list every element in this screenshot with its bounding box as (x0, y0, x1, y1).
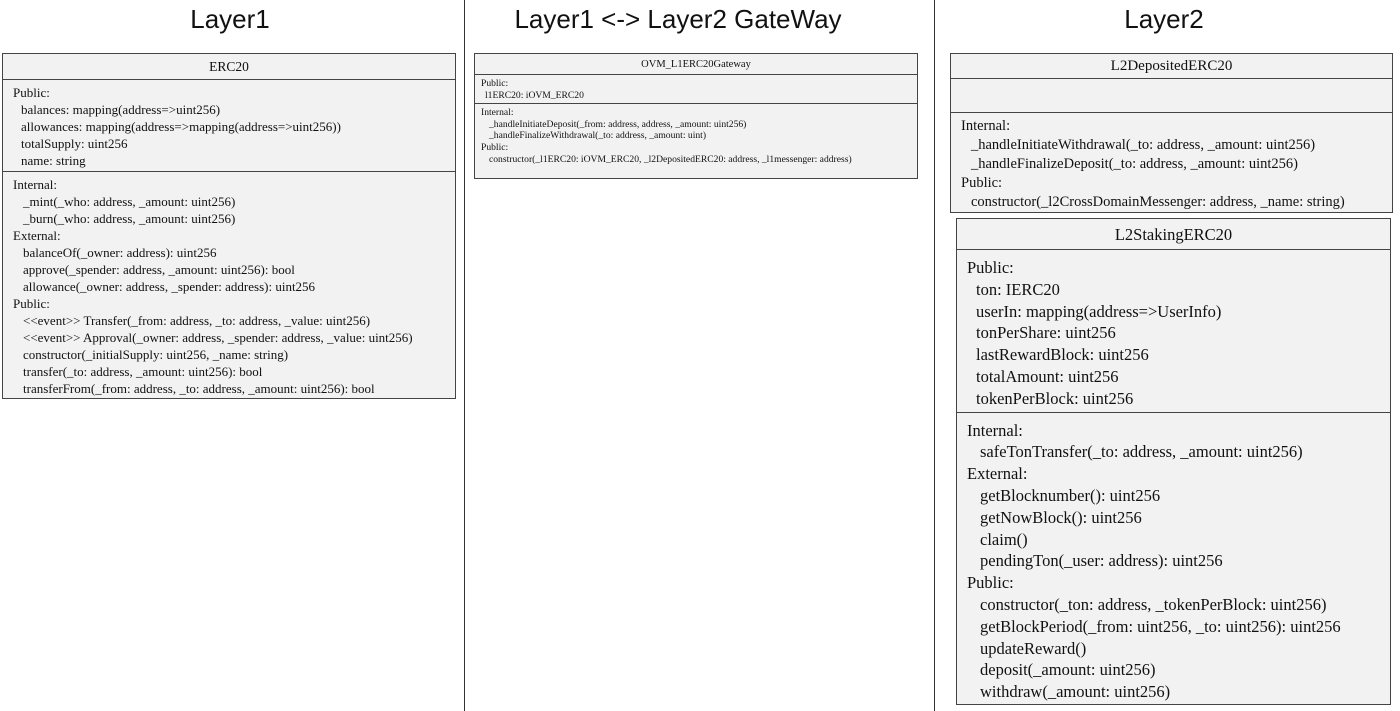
section-label: Internal: (481, 107, 514, 119)
attribute: totalAmount: uint256 (976, 366, 1119, 386)
method: <<event>> Transfer(_from: address, _to: address, _value: uint256) (23, 313, 371, 328)
attributes-section (475, 75, 917, 104)
section-label: Public: (961, 175, 1003, 191)
attribute: ton: IERC20 (976, 279, 1060, 299)
method: constructor(_l1ERC20: iOVM_ERC20, _l2DepositedERC20: address, _l1messenger: address) (489, 153, 852, 165)
attributes-section (957, 250, 1390, 413)
method: _handleInitiateWithdrawal(_to: address, _amount: uint256) (971, 137, 1316, 153)
attribute: balances: mapping(address=>uint256) (21, 102, 221, 117)
class-box-l2-deposited-erc20 (950, 53, 1393, 213)
column-title-gateway: Layer1 <-> Layer2 GateWay (514, 4, 842, 34)
class-name: ERC20 (3, 54, 455, 80)
method: allowance(_owner: address, _spender: address): uint256 (23, 279, 316, 294)
method: constructor(_l2CrossDomainMessenger: address, _name: string) (971, 194, 1345, 210)
attribute: tonPerShare: uint256 (976, 323, 1116, 343)
method: transferFrom(_from: address, _to: address, _amount: uint256): bool (23, 381, 375, 396)
attribute: userIn: mapping(address=>UserInfo) (976, 301, 1222, 321)
section-label: Public: (13, 296, 50, 311)
method: safeTonTransfer(_to: address, _amount: uint256) (980, 442, 1303, 462)
column-title-layer2: Layer2 (1124, 4, 1204, 34)
method: getBlocknumber(): uint256 (980, 485, 1161, 505)
method: <<event>> Approval(_owner: address, _spender: address, _value: uint256) (23, 330, 413, 345)
attribute: allowances: mapping(address=>mapping(address=>uint256)) (21, 119, 341, 134)
attributes-section-empty (951, 79, 1392, 113)
section-label: External: (13, 228, 61, 243)
method: transfer(_to: address, _amount: uint256): bool (23, 364, 263, 379)
method: pendingTon(_user: address): uint256 (980, 551, 1223, 571)
section-label: Public: (967, 573, 1014, 593)
methods-section (3, 172, 455, 399)
method: constructor(_initialSupply: uint256, _name: string) (23, 347, 289, 362)
attribute: totalSupply: uint256 (21, 136, 128, 151)
method: updateReward() (980, 638, 1087, 658)
class-box-erc20 (2, 53, 456, 399)
method: approve(_spender: address, _amount: uint256): bool (23, 262, 295, 277)
section-label: Public: (967, 258, 1014, 277)
method: getBlockPeriod(_from: uint256, _to: uint256): uint256 (980, 616, 1341, 636)
method: _handleFinalizeWithdrawal(_to: address, _amount: uint) (489, 130, 707, 142)
method: withdraw(_amount: uint256) (980, 682, 1171, 702)
method: _mint(_who: address, _amount: uint256) (23, 194, 236, 209)
section-label: External: (967, 464, 1028, 484)
section-label: Internal: (961, 118, 1011, 134)
method: getNowBlock(): uint256 (980, 507, 1142, 527)
section-label: Public: (481, 141, 509, 153)
method: deposit(_amount: uint256) (980, 660, 1156, 680)
column-divider-left (464, 0, 465, 711)
methods-section (475, 104, 917, 167)
method: _handleInitiateDeposit(_from: address, address, _amount: uint256) (489, 118, 747, 130)
attribute: lastRewardBlock: uint256 (976, 345, 1149, 365)
section-label: Internal: (13, 177, 58, 192)
section-label: Public: (13, 85, 50, 100)
attribute: name: string (21, 153, 86, 168)
class-box-l2-staking-erc20 (956, 218, 1391, 705)
class-name: L2DepositedERC20 (951, 54, 1392, 79)
attribute: l1ERC20: iOVM_ERC20 (485, 89, 584, 101)
section-label: Public: (481, 78, 509, 89)
method: claim() (980, 529, 1028, 549)
method: constructor(_ton: address, _tokenPerBlock: uint256) (980, 594, 1327, 614)
class-box-gateway (474, 53, 918, 179)
methods-section (951, 113, 1392, 214)
method: _handleFinalizeDeposit(_to: address, _amount: uint256) (971, 156, 1298, 172)
section-label: Internal: (967, 420, 1023, 440)
method: _burn(_who: address, _amount: uint256) (23, 211, 236, 226)
column-title-layer1: Layer1 (190, 4, 270, 34)
attribute: tokenPerBlock: uint256 (976, 388, 1134, 408)
attributes-section (3, 80, 455, 172)
methods-section (957, 413, 1390, 705)
method: balanceOf(_owner: address): uint256 (23, 245, 217, 260)
class-name: L2StakingERC20 (957, 219, 1390, 250)
column-divider-right (934, 0, 935, 711)
class-name: OVM_L1ERC20Gateway (475, 54, 917, 75)
